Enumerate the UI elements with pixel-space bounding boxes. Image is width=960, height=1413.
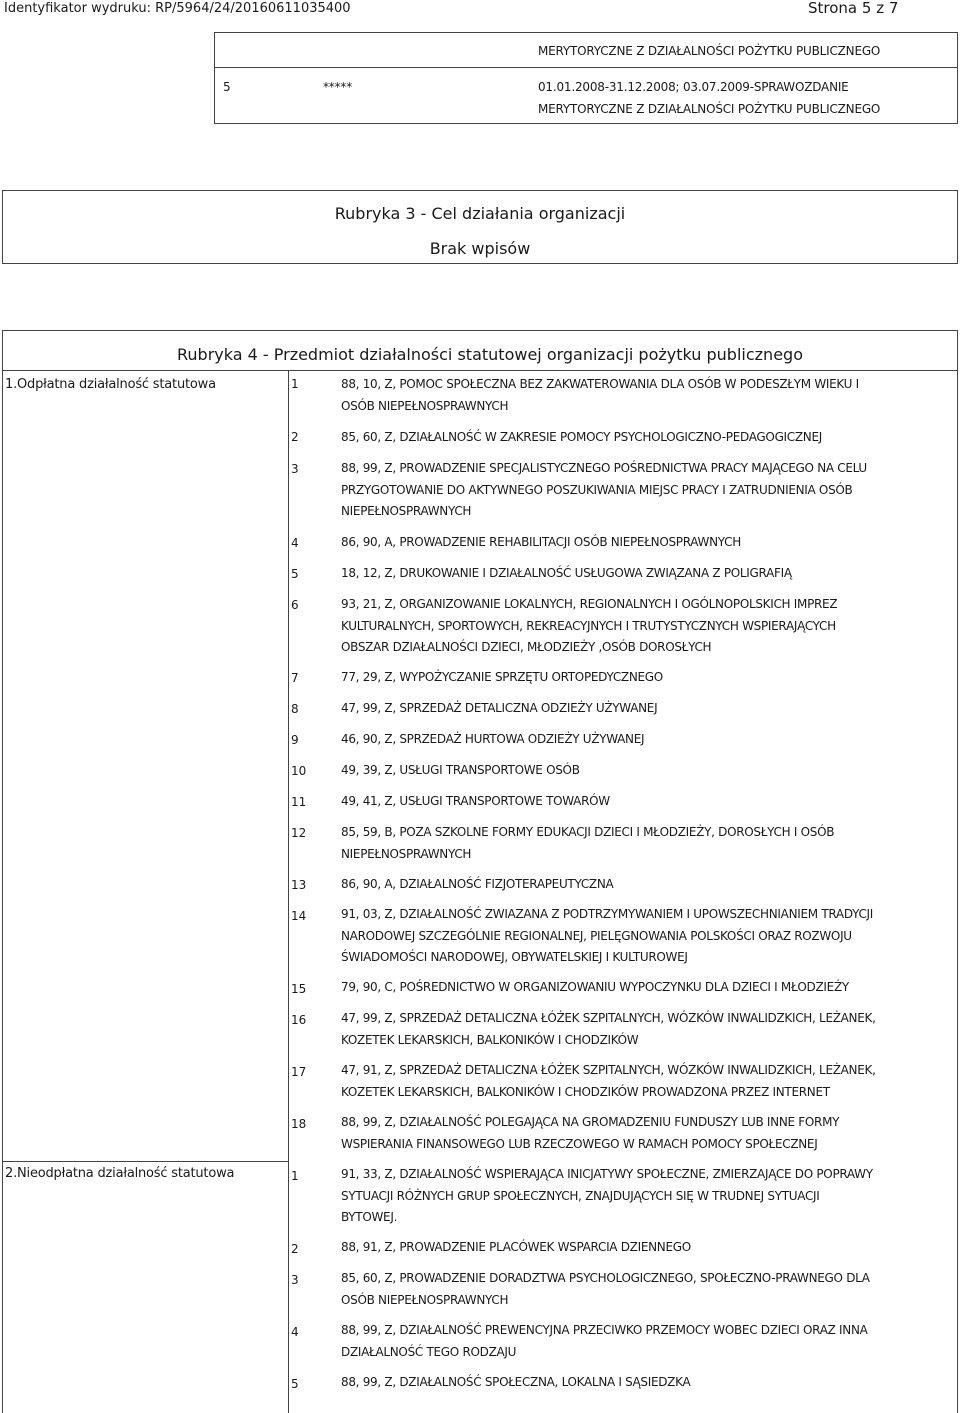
item-number: 15 bbox=[291, 982, 307, 996]
group-divider bbox=[2, 1161, 288, 1162]
item-number: 12 bbox=[291, 826, 307, 840]
item-description: 79, 90, C, POŚREDNICTWO W ORGANIZOWANIU WYPOCZYNKU DLA DZIECI I MŁODZIEŻY bbox=[341, 980, 849, 994]
item-description: 86, 90, A, DZIAŁALNOŚĆ FIZJOTERAPEUTYCZNA bbox=[341, 877, 614, 891]
item-description: 88, 10, Z, POMOC SPOŁECZNA BEZ ZAKWATEROWANIA DLA OSÓB W PODESZŁYM WIEKU I OSÓB NIEPEŁNOSPRAWNYCH bbox=[341, 377, 859, 413]
item-number: 16 bbox=[291, 1013, 307, 1027]
prev-row-text-2: MERYTORYCZNE Z DZIAŁALNOŚCI POŻYTKU PUBLICZNEGO bbox=[538, 102, 881, 116]
item-number: 18 bbox=[291, 1117, 307, 1131]
item-number: 4 bbox=[291, 1325, 299, 1339]
item-description: 46, 90, Z, SPRZEDAŻ HURTOWA ODZIEŻY UŻYWANEJ bbox=[341, 732, 645, 746]
print-identifier: Identyfikator wydruku: RP/5964/24/20160611035400 bbox=[4, 1, 351, 16]
item-description: 91, 03, Z, DZIAŁALNOŚĆ ZWIAZANA Z PODTRZYMYWANIEM I UPOWSZECHNIANIEM TRADYCJI NARODOWEJ SZCZEGÓLNIE REGIONALNEJ, PIELĘGNOWANIA POLSKOŚCI ORAZ ROZWOJU ŚWIADOMOŚCI NARODOWEJ, OBYWATELSKIEJ I KULTUROWEJ bbox=[341, 907, 874, 964]
item-number: 2 bbox=[291, 1242, 299, 1256]
item-description: 47, 99, Z, SPRZEDAŻ DETALICZNA ODZIEŻY UŻYWANEJ bbox=[341, 701, 658, 715]
item-number: 8 bbox=[291, 702, 299, 716]
item-number: 7 bbox=[291, 671, 299, 685]
item-number: 5 bbox=[291, 1377, 299, 1391]
prev-row-number: 5 bbox=[223, 80, 231, 94]
item-description: 88, 91, Z, PROWADZENIE PLACÓWEK WSPARCIA DZIENNEGO bbox=[341, 1240, 691, 1254]
item-number: 3 bbox=[291, 462, 299, 476]
item-number: 13 bbox=[291, 878, 307, 892]
page-number: Strona 5 z 7 bbox=[808, 0, 899, 17]
item-description: 85, 60, Z, PROWADZENIE DORADZTWA PSYCHOLOGICZNEGO, SPOŁECZNO-PRAWNEGO DLA OSÓB NIEPEŁNOSPRAWNYCH bbox=[341, 1271, 870, 1307]
item-description: 49, 39, Z, USŁUGI TRANSPORTOWE OSÓB bbox=[341, 763, 580, 777]
item-number: 4 bbox=[291, 536, 299, 550]
item-number: 17 bbox=[291, 1065, 307, 1079]
item-description: 85, 60, Z, DZIAŁALNOŚĆ W ZAKRESIE POMOCY PSYCHOLOGICZNO-PEDAGOGICZNEJ bbox=[341, 430, 822, 444]
item-description: 77, 29, Z, WYPOŻYCZANIE SPRZĘTU ORTOPEDYCZNEGO bbox=[341, 670, 663, 684]
item-description: 88, 99, Z, PROWADZENIE SPECJALISTYCZNEGO POŚREDNICTWA PRACY MAJĄCEGO NA CELU PRZYGOTOWANIE DO AKTYWNEGO POSZUKIWANIA MIEJSC PRACY I ZATRUDNIENIA OSÓB NIEPEŁNOSPRAWNYCH bbox=[341, 461, 867, 518]
group-label-unpaid: 2.Nieodpłatna działalność statutowa bbox=[5, 1166, 235, 1181]
item-description: 47, 99, Z, SPRZEDAŻ DETALICZNA ŁÓŻEK SZPITALNYCH, WÓZKÓW INWALIDZKICH, LEŻANEK, KOZETEK LEKARSKICH, BALKONIKÓW I CHODZIKÓW bbox=[341, 1011, 876, 1047]
item-number: 11 bbox=[291, 795, 307, 809]
column-divider bbox=[288, 370, 289, 1413]
prev-row-text-1: 01.01.2008-31.12.2008; 03.07.2009-SPRAWOZDANIE bbox=[538, 80, 849, 94]
item-number: 1 bbox=[291, 377, 299, 391]
rubric3-title: Rubryka 3 - Cel działania organizacji bbox=[334, 204, 626, 223]
item-number: 1 bbox=[291, 1169, 299, 1183]
prev-table-divider bbox=[215, 67, 957, 68]
item-description: 88, 99, Z, DZIAŁALNOŚĆ SPOŁECZNA, LOKALNA I SĄSIEDZKA bbox=[341, 1375, 691, 1389]
item-number: 9 bbox=[291, 733, 299, 747]
prev-table bbox=[214, 32, 958, 124]
group-label-paid: 1.Odpłatna działalność statutowa bbox=[5, 377, 216, 392]
item-description: 86, 90, A, PROWADZENIE REHABILITACJI OSÓB NIEPEŁNOSPRAWNYCH bbox=[341, 535, 741, 549]
item-description: 91, 33, Z, DZIAŁALNOŚĆ WSPIERAJĄCA INICJATYWY SPOŁECZNE, ZMIERZAJĄCE DO POPRAWY SYTUACJI RÓŻNYCH GRUP SPOŁECZNYCH, ZNAJDUJĄCYCH SIĘ W TRUDNEJ SYTUACJI BYTOWEJ. bbox=[341, 1167, 873, 1224]
item-number: 3 bbox=[291, 1273, 299, 1287]
item-description: 47, 91, Z, SPRZEDAŻ DETALICZNA ŁÓŻEK SZPITALNYCH, WÓZKÓW INWALIDZKICH, LEŻANEK, KOZETEK LEKARSKICH, BALKONIKÓW I CHODZIKÓW PROWADZONA PRZEZ INTERNET bbox=[341, 1063, 876, 1099]
prev-row-stars: ***** bbox=[323, 80, 353, 94]
item-number: 10 bbox=[291, 764, 307, 778]
item-description: 85, 59, B, POZA SZKOLNE FORMY EDUKACJI DZIECI I MŁODZIEŻY, DOROSŁYCH I OSÓB NIEPEŁNOSPRAWNYCH bbox=[341, 825, 835, 861]
item-number: 2 bbox=[291, 430, 299, 444]
prev-table-header-text: MERYTORYCZNE Z DZIAŁALNOŚCI POŻYTKU PUBLICZNEGO bbox=[538, 44, 881, 58]
item-number: 5 bbox=[291, 567, 299, 581]
rubric4-title-divider bbox=[3, 370, 957, 371]
item-description: 88, 99, Z, DZIAŁALNOŚĆ PREWENCYJNA PRZECIWKO PRZEMOCY WOBEC DZIECI ORAZ INNA DZIAŁALNOŚĆ TEGO RODZAJU bbox=[341, 1323, 868, 1359]
item-number: 6 bbox=[291, 598, 299, 612]
item-number: 14 bbox=[291, 909, 307, 923]
item-description: 93, 21, Z, ORGANIZOWANIE LOKALNYCH, REGIONALNYCH I OGÓLNOPOLSKICH IMPREZ KULTURALNYCH, SPORTOWYCH, REKREACYJNYCH I TRUTYSTYCZNYCH WSPIERAJĄCYCH OBSZAR DZIAŁALNOŚCI DZIECI, MŁODZIEŻY ,OSÓB DOROSŁYCH bbox=[341, 597, 838, 654]
rubric3-empty-text: Brak wpisów bbox=[429, 239, 531, 258]
item-description: 88, 99, Z, DZIAŁALNOŚĆ POLEGAJĄCA NA GROMADZENIU FUNDUSZY LUB INNE FORMY WSPIERANIA FINANSOWEGO LUB RZECZOWEGO W RAMACH POMOCY SPOŁECZNEJ bbox=[341, 1115, 840, 1151]
item-description: 49, 41, Z, USŁUGI TRANSPORTOWE TOWARÓW bbox=[341, 794, 610, 808]
rubric4-title: Rubryka 4 - Przedmiot działalności statutowej organizacji pożytku publicznego bbox=[177, 345, 803, 364]
rubric3-box bbox=[2, 190, 958, 264]
item-description: 18, 12, Z, DRUKOWANIE I DZIAŁALNOŚĆ USŁUGOWA ZWIĄZANA Z POLIGRAFIĄ bbox=[341, 566, 792, 580]
